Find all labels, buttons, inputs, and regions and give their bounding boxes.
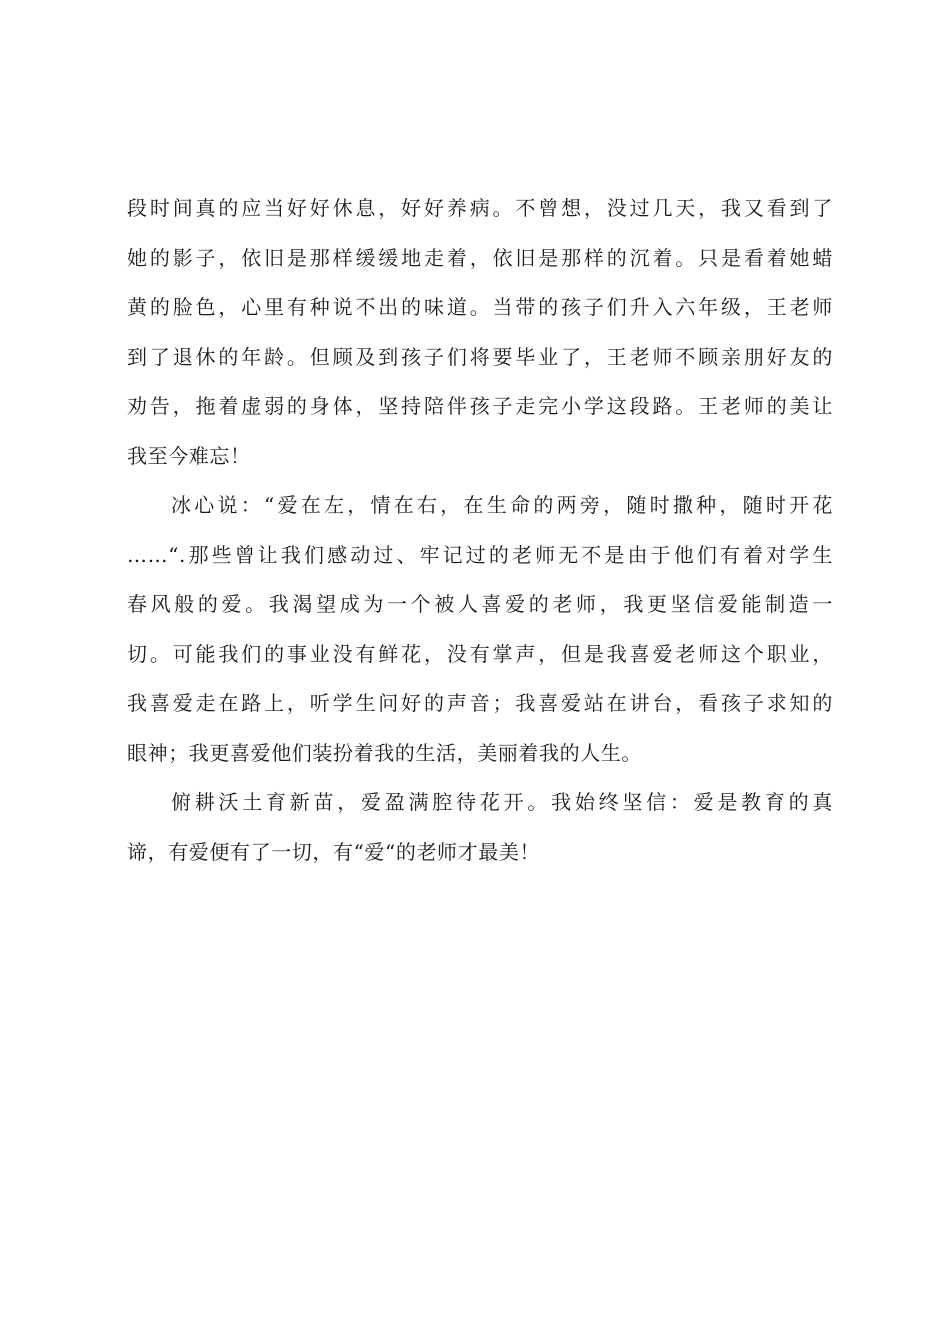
paragraph-line: 我喜爱走在路上，听学生问好的声音；我喜爱站在讲台，看孩子求知的 [127,691,833,715]
document-body [127,184,833,877]
paragraph-line: ……“.那些曾让我们感动过、牢记过的老师无不是由于他们有着对学生 [127,542,833,567]
paragraph-line: 冰心说：“爱在左，情在右，在生命的两旁，随时撒种，随时开花 [171,493,833,517]
paragraph-line: 段时间真的应当好好休息，好好养病。不曾想，没过几天，我又看到了 [127,196,833,220]
paragraph-line: 眼神；我更喜爱他们装扮着我的生活，美丽着我的人生。 [127,740,642,765]
paragraph-line: 她的影子，依旧是那样缓缓地走着，依旧是那样的沉着。只是看着她蜡 [127,245,833,270]
paragraph-line: 谛，有爱便有了一切，有“爱“的老师才最美！ [127,839,541,864]
paragraph-line: 俯耕沃土育新苗，爱盈满腔待花开。我始终坚信：爱是教育的真 [171,790,833,814]
paragraph-line: 我至今难忘！ [127,443,251,468]
paragraph-line: 劝告，拖着虚弱的身体，坚持陪伴孩子走完小学这段路。王老师的美让 [127,394,833,418]
paragraph-line: 春风般的爱。我渴望成为一个被人喜爱的老师，我更坚信爱能制造一 [127,592,833,616]
paragraph-line: 到了退休的年龄。但顾及到孩子们将要毕业了，王老师不顾亲朋好友的 [127,344,833,369]
paragraph-line: 黄的脸色，心里有种说不出的味道。当带的孩子们升入六年级，王老师 [127,295,833,319]
paragraph-3 [127,778,833,877]
paragraph-line: 切。可能我们的事业没有鲜花，没有掌声，但是我喜爱老师这个职业， [127,641,833,666]
paragraph-2 [127,481,833,778]
paragraph-1 [127,184,833,481]
